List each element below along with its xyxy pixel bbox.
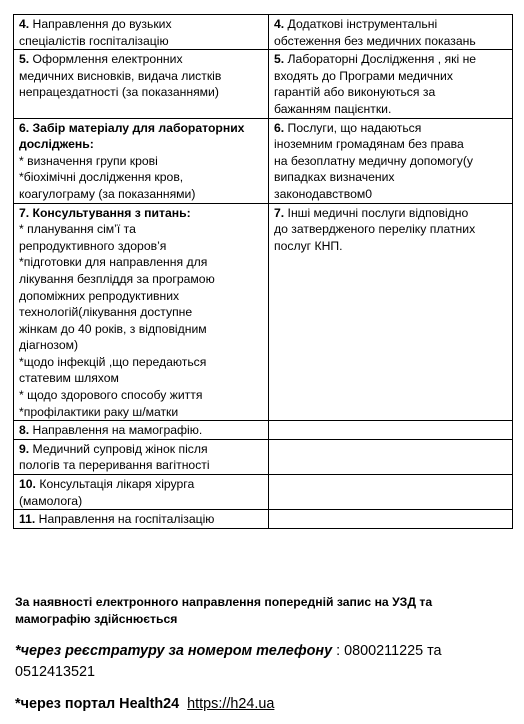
item-text: Направлення на мамографію.: [29, 423, 203, 438]
phone-number-1[interactable]: 0800211225: [344, 643, 424, 659]
free-service-10: [14, 475, 269, 510]
table-row: [14, 118, 513, 203]
table-row: [14, 421, 513, 440]
item-text: гарантій або виконуються за: [274, 85, 436, 100]
item-number: 5.: [19, 52, 30, 67]
item-text: спеціалістів госпіталізацію: [19, 33, 169, 48]
item-text: (мамолога): [19, 493, 83, 508]
item-title: досліджень:: [19, 137, 94, 152]
item-text: обстеження без медичних показань: [274, 33, 476, 48]
services-table: [13, 14, 513, 529]
phone-number-2[interactable]: 0512413521: [15, 664, 96, 680]
appointment-note: [15, 594, 515, 628]
item-text: статевим шляхом: [19, 371, 119, 386]
item-text: *підготовки для направлення для: [19, 255, 208, 270]
item-text: медичних висновків, видача листків: [19, 68, 222, 83]
item-text: послуг КНП.: [274, 238, 343, 253]
item-text: Направлення на госпіталізацію: [35, 512, 215, 527]
item-text: репродуктивного здоров’я: [19, 238, 167, 253]
free-service-8: [14, 421, 269, 440]
item-title: 7. Консультування з питань:: [19, 205, 191, 220]
table-row: [14, 510, 513, 529]
item-text: Лабораторні Дослідження , які не: [284, 52, 477, 67]
phone-and: та: [423, 643, 442, 659]
item-number: 11.: [19, 512, 36, 527]
item-text: допоміжних репродуктивних: [19, 288, 180, 303]
item-text: діагнозом): [19, 338, 79, 353]
item-text: * визначення групи крові: [19, 153, 158, 168]
item-text: на безоплатну медичну допомогу(у: [274, 153, 473, 168]
item-number: 10.: [19, 477, 36, 492]
item-text: *профілактики раку ш/матки: [19, 404, 179, 419]
item-number: 6.: [274, 120, 285, 135]
phone-label: *через реєстратуру за номером телефону: [15, 643, 333, 659]
item-number: 4.: [274, 17, 285, 31]
item-number: 7.: [274, 205, 285, 220]
paid-service-7: [269, 203, 513, 421]
empty-cell: [269, 510, 513, 529]
item-number: 9.: [19, 441, 30, 456]
table-row: [14, 15, 513, 50]
note-line: За наявності електронного направлення попередній запис на УЗД та: [15, 595, 433, 609]
item-number: 5.: [274, 52, 285, 67]
empty-cell: [269, 421, 513, 440]
item-text: Направлення до вузьких: [29, 17, 172, 31]
item-text: *щодо інфекцій ,що передаються: [19, 354, 207, 369]
item-text: Оформлення електронних: [29, 52, 183, 67]
phone-contact: [15, 641, 515, 683]
item-text: Інші медичні послуги відповідно: [284, 205, 469, 220]
portal-contact: [15, 694, 515, 715]
item-text: Консультація лікаря хірурга: [35, 477, 195, 492]
empty-cell: [269, 439, 513, 474]
free-service-4: [14, 15, 269, 50]
item-text: коагулограму (за показаннями): [19, 186, 196, 201]
note-line: мамографію здійснюється: [15, 612, 178, 626]
table-row: [14, 475, 513, 510]
free-service-7: [14, 203, 269, 421]
paid-service-5: [269, 50, 513, 118]
item-text: жінкам до 40 років, з відповідним: [19, 321, 207, 336]
empty-cell: [269, 475, 513, 510]
item-text: Медичний супровід жінок після: [29, 441, 208, 456]
item-text: пологів та переривання вагітності: [19, 458, 210, 473]
item-text: законодавством0: [274, 186, 373, 201]
item-text: іноземним громадянам без права: [274, 137, 464, 152]
item-text: технологій(лікування доступне: [19, 305, 193, 320]
item-text: випадках визначених: [274, 170, 395, 185]
table-row: [14, 50, 513, 118]
phone-separator: :: [332, 643, 345, 659]
table-row: [14, 203, 513, 421]
item-text: Додаткові інструментальні: [284, 17, 438, 31]
item-text: входять до Програми медичних: [274, 68, 453, 83]
item-text: бажанням пацієнтки.: [274, 101, 392, 116]
paid-service-4: [269, 15, 513, 50]
item-text: * щодо здорового способу життя: [19, 388, 203, 403]
item-number: 8.: [19, 423, 30, 438]
item-text: непрацездатності (за показаннями): [19, 85, 219, 100]
free-service-6: [14, 118, 269, 203]
free-service-11: [14, 510, 269, 529]
free-service-9: [14, 439, 269, 474]
table-row: [14, 439, 513, 474]
item-text: до затвердженого переліку платних: [274, 222, 476, 237]
free-service-5: [14, 50, 269, 118]
portal-link[interactable]: https://h24.ua: [187, 696, 275, 712]
item-number: 4.: [19, 17, 30, 31]
item-text: Послуги, що надаються: [284, 120, 422, 135]
portal-label: *через портал Health24: [15, 696, 180, 712]
paid-service-6: [269, 118, 513, 203]
item-title: 6. Забір матеріалу для лабораторних: [19, 120, 245, 135]
item-text: * планування сім’ї та: [19, 222, 136, 237]
item-text: *біохімічні дослідження кров,: [19, 170, 184, 185]
item-text: лікування безпліддя за програмою: [19, 271, 215, 286]
